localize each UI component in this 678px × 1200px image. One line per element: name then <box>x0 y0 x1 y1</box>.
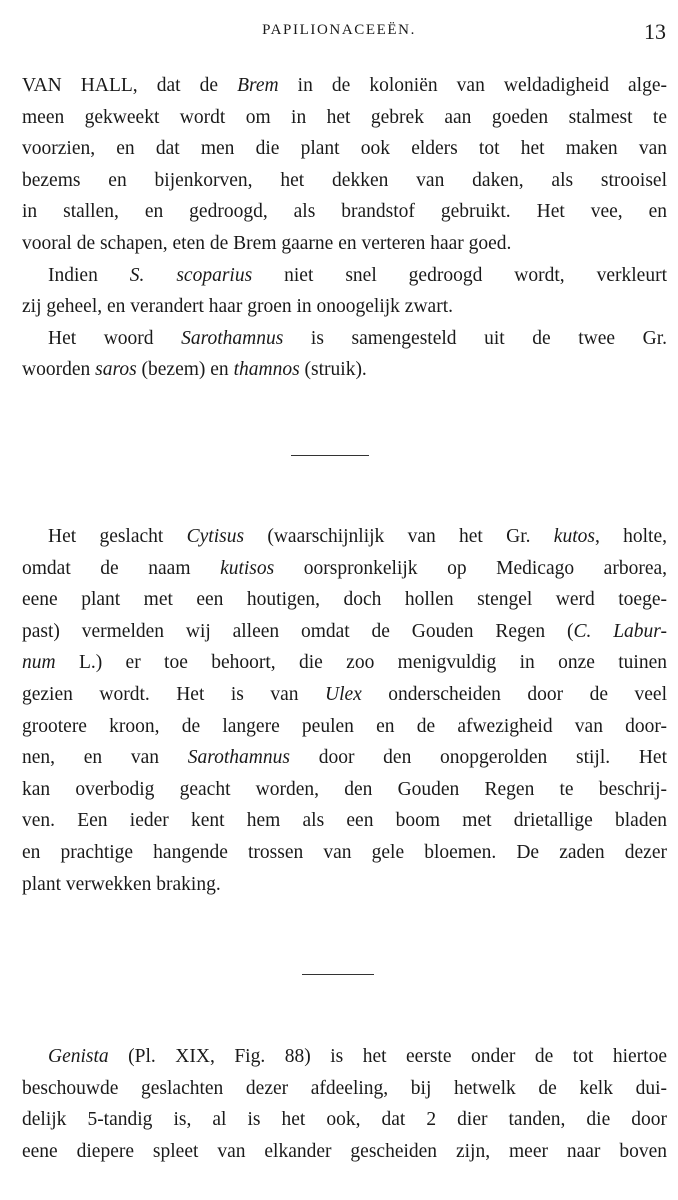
text-line: zij geheel, en verandert haar groen in onoogelijk zwart. <box>22 296 453 318</box>
running-title: PAPILIONACEEËN. <box>262 22 416 38</box>
text-line: en prachtige hangende trossen van gele bloemen. De zaden dezer <box>22 841 667 863</box>
text-line: omdat de naam kutisos oorspronkelijk op Medicago arborea, <box>22 557 667 579</box>
text-line: kan overbodig geacht worden, den Gouden Regen te beschrij- <box>22 778 667 800</box>
text-line: beschouwde geslachten dezer afdeeling, bij hetwelk de kelk dui- <box>22 1077 667 1099</box>
text-line: vooral de schapen, eten de Brem gaarne en verteren haar goed. <box>22 232 512 254</box>
text-line: delijk 5-tandig is, al is het ook, dat 2 dier tanden, die door <box>22 1109 667 1131</box>
text-line: nen, en van Sarothamnus door den onopgerolden stijl. Het <box>22 747 667 769</box>
term-italic: C. Labur- <box>573 620 667 642</box>
text-line: ven. Een ieder kent hem als een boom met drietallige bladen <box>22 810 667 832</box>
text-line: Het geslacht Cytisus (waarschijnlijk van het Gr. kutos, holte, <box>48 526 667 547</box>
author-name: VAN HALL <box>22 75 133 96</box>
text-line: Genista (Pl. XIX, Fig. 88) is het eerste onder de tot hiertoe <box>48 1046 667 1067</box>
text-line: voorzien, en dat men die plant ook elders tot het maken van <box>22 138 667 160</box>
term-italic: saros <box>95 359 137 381</box>
paragraph-brem <box>22 70 667 386</box>
text-line: num L.) er toe behoort, die zoo menigvuldig in onze tuinen <box>22 652 667 674</box>
text-line: eene diepere spleet van elkander gescheiden zijn, meer naar boven <box>22 1140 667 1162</box>
text-line: VAN HALL, dat de Brem in de koloniën van weldadigheid alge- <box>22 75 667 96</box>
term-italic: num <box>22 652 56 674</box>
text-line: past) vermelden wij alleen omdat de Gouden Regen (C. Labur- <box>22 620 667 642</box>
paragraph-cytisus <box>22 521 667 900</box>
term-italic: Sarothamnus <box>181 327 284 349</box>
text-line: grootere kroon, de langere peulen en de afwezigheid van door- <box>22 715 667 737</box>
text-line: Indien S. scoparius niet snel gedroogd wordt, verkleurt <box>48 264 667 286</box>
term-italic: thamnos <box>233 359 300 381</box>
text-line: gezien wordt. Het is van Ulex onderscheiden door de veel <box>22 683 667 705</box>
section-divider <box>302 974 374 975</box>
term-italic: kutisos <box>220 557 275 579</box>
text-line: bezems en bijenkorven, het dekken van daken, als strooisel <box>22 169 667 191</box>
paragraph-genista <box>22 1041 667 1167</box>
term-italic: Brem <box>237 75 279 96</box>
text-line: meen gekweekt wordt om in het gebrek aan goeden stalmest te <box>22 106 667 128</box>
term-italic: Sarothamnus <box>187 747 290 769</box>
term-italic: Cytisus <box>186 526 245 547</box>
text-line: Het woord Sarothamnus is samengesteld uit de twee Gr. <box>48 327 667 349</box>
term-italic: kutos <box>553 526 595 547</box>
page-header <box>0 20 678 44</box>
term-italic: S. scoparius <box>129 264 253 286</box>
term-italic: Ulex <box>325 683 362 705</box>
text-line: in stallen, en gedroogd, als brandstof gebruikt. Het vee, en <box>22 201 667 223</box>
section-divider <box>291 455 369 456</box>
term-italic: Genista <box>48 1046 109 1067</box>
text-line: woorden saros (bezem) en thamnos (struik). <box>22 359 367 381</box>
page-number: 13 <box>644 19 666 44</box>
text-line: eene plant met een houtigen, doch hollen stengel werd toege- <box>22 589 667 611</box>
text-line: plant verwekken braking. <box>22 873 221 895</box>
